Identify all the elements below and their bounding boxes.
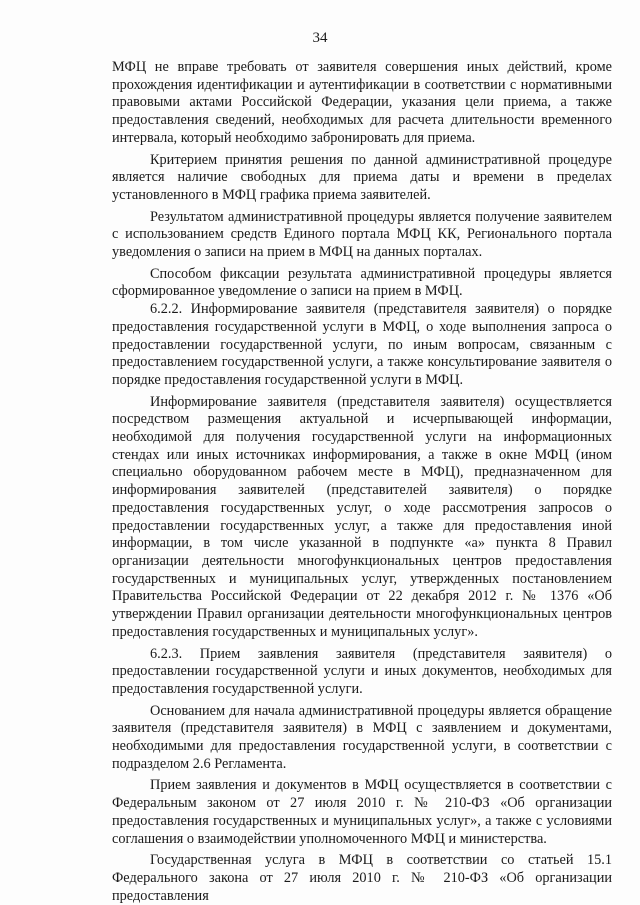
- paragraph-decision-criterion: Критерием принятия решения по данной административной процедуре является наличие свободных для приема даты и времени в пределах установленного в МФЦ графика приема заявителей.: [112, 151, 612, 203]
- paragraph-procedure-basis: Основанием для начала административной процедуры является обращение заявителя (представителя заявителя) в МФЦ с заявлением и документами, необходимыми для предоставления государственной услуги, в соответствии с подразделом 2.6 Регламента.: [112, 702, 612, 772]
- paragraph-application-reception: Прием заявления и документов в МФЦ осуществляется в соответствии с Федеральным законом от 27 июля 2010 г. № 210-ФЗ «Об организации предоставления государственных и муниципальных услуг», а также с условиями соглашения о взаимодействии уполномоченного МФЦ и министерства.: [112, 777, 612, 847]
- document-body: [112, 59, 612, 905]
- paragraph-procedure-result: Результатом административной процедуры является получение заявителем с использованием средств Единого портала МФЦ КК, Регионального портала уведомления о записи на прием в МФЦ на данных порталах.: [112, 208, 612, 261]
- paragraph-section-6-2-2: 6.2.2. Информирование заявителя (представителя заявителя) о порядке предоставления государственной услуги в МФЦ, о ходе выполнения запроса о предоставлении государственной услуги, по иным вопросам, связанным с предоставлением государственной услуги, а также консультирование заявителя о порядке предоставления государственной услуги в МФЦ.: [112, 301, 612, 388]
- page-number: 34: [312, 30, 328, 46]
- paragraph-article-15-1: Государственная услуга в МФЦ в соответствии со статьей 15.1 Федерального закона от 27 июля 2010 г. № 210-ФЗ «Об организации предоставления: [112, 852, 612, 904]
- paragraph-section-6-2-3: 6.2.3. Прием заявления заявителя (представителя заявителя) о предоставлении государственной услуги и иных документов, необходимых для предоставления государственной услуги.: [112, 645, 612, 697]
- paragraph-mfc-requirements: МФЦ не вправе требовать от заявителя совершения иных действий, кроме прохождения идентификации и аутентификации в соответствии с нормативными правовыми актами Российской Федерации, указания цели приема, а также предоставления сведений, необходимых для расчета длительности временного интервала, который необходимо забронировать для приема.: [112, 59, 612, 146]
- paragraph-informing: Информирование заявителя (представителя заявителя) осуществляется посредством размещения актуальной и исчерпывающей информации, необходимой для получения государственной услуги на информационных стендах или иных источниках информирования, а также в окне МФЦ (ином специально оборудованном рабочем месте в МФЦ), предназначенном для информирования заявителей (представителей заявителя) о порядке предоставления государственных услуг, о ходе рассмотрения запросов о предоставлении государственных услуг, а также для предоставления иной информации, в том числе указанной в подпункте «а» пункта 8 Правил организации деятельности многофункциональных центров предоставления государственных и муниципальных услуг, утвержденных постановлением Правительства Российской Федерации от 22 декабря 2012 г. № 1376 «Об утверждении Правил организации деятельности многофункциональных центров предоставления государственных и муниципальных услуг».: [112, 393, 612, 640]
- paragraph-result-fixation: Способом фиксации результата административной процедуры является сформированное уведомление о записи на прием в МФЦ.: [112, 265, 612, 300]
